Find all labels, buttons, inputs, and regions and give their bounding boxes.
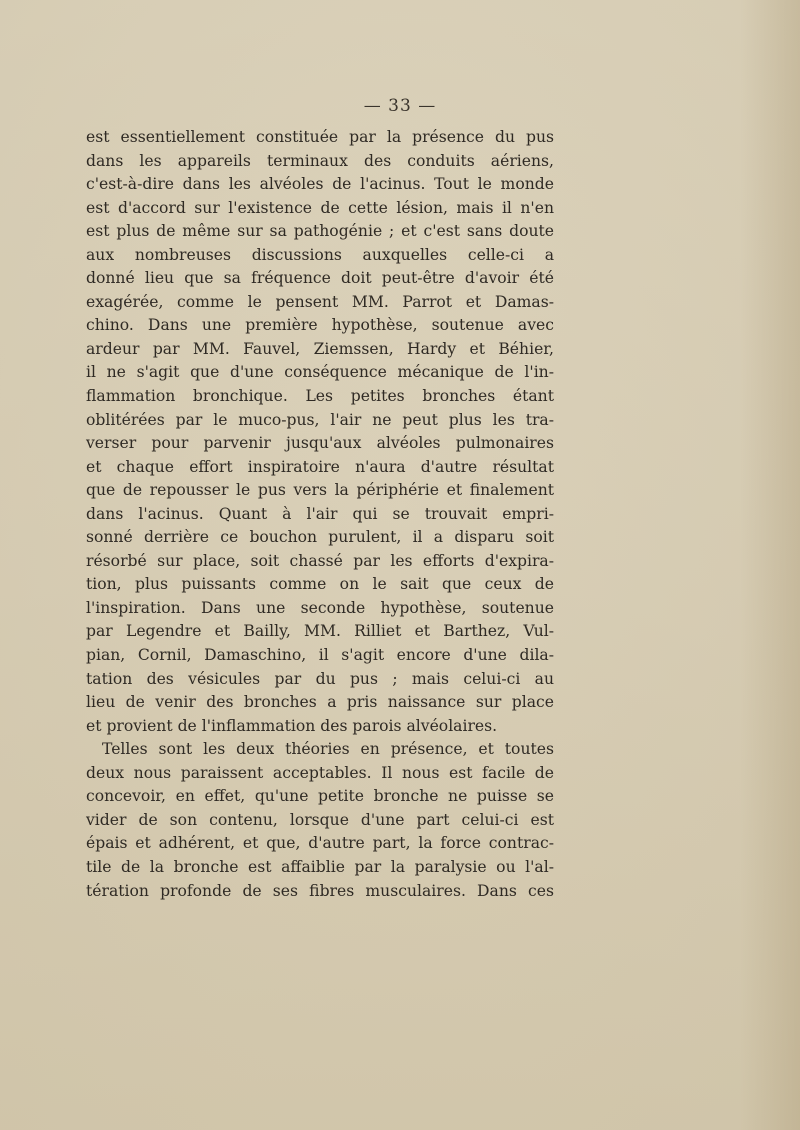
text-line: tération profonde de ses fibres musculaires. Dans ces xyxy=(86,881,554,900)
text-line: c'est-à-dire dans les alvéoles de l'acinus. Tout le monde xyxy=(86,175,554,194)
text-line: est essentiellement constituée par la présence du pus xyxy=(86,128,554,146)
text-line: l'inspiration. Dans une seconde hypothèse, soutenue xyxy=(86,598,554,617)
text-line: et provient de l'inflammation des parois alvéolaires. xyxy=(86,716,498,735)
text-line: aux nombreuses discussions auxquelles celle-ci a xyxy=(86,245,554,264)
text-line: concevoir, en effet, qu'une petite bronche ne puisse se xyxy=(86,787,554,806)
text-line: tation des vésicules par du pus ; mais celui-ci au xyxy=(86,669,554,688)
text-line: exagérée, comme le pensent MM. Parrot et Damas- xyxy=(86,292,554,311)
page-edge-shadow xyxy=(740,0,800,1130)
page-number: — 33 — xyxy=(363,96,437,116)
text-line: lieu de venir des bronches a pris naissance sur place xyxy=(86,693,554,712)
text-line: est plus de même sur sa pathogénie ; et c'est sans doute xyxy=(86,222,554,241)
text-line: tile de la bronche est affaiblie par la paralysie ou l'al- xyxy=(86,857,554,876)
text-line: flammation bronchique. Les petites bronches étant xyxy=(86,387,554,406)
text-line: verser pour parvenir jusqu'aux alvéoles pulmonaires xyxy=(86,434,554,453)
text-line: est d'accord sur l'existence de cette lésion, mais il n'en xyxy=(86,198,554,217)
text-line: chino. Dans une première hypothèse, soutenue avec xyxy=(86,316,554,335)
text-line: donné lieu que sa fréquence doit peut-être d'avoir été xyxy=(86,269,554,288)
text-line: épais et adhérent, et que, d'autre part, la force contrac- xyxy=(86,834,554,853)
text-line: tion, plus puissants comme on le sait que ceux de xyxy=(86,575,554,594)
text-line: il ne s'agit que d'une conséquence mécanique de l'in- xyxy=(86,363,554,382)
text-line: résorbé sur place, soit chassé par les efforts d'expira- xyxy=(86,551,554,570)
text-line: que de repousser le pus vers la périphérie et finalement xyxy=(86,481,554,500)
text-line: deux nous paraissent acceptables. Il nous est facile de xyxy=(86,763,554,782)
text-line: dans les appareils terminaux des conduits aériens, xyxy=(86,151,554,170)
text-line: oblitérées par le muco-pus, l'air ne peut plus les tra- xyxy=(86,410,554,429)
text-line: dans l'acinus. Quant à l'air qui se trouvait empri- xyxy=(86,504,554,523)
body-text xyxy=(86,126,554,903)
text-line: pian, Cornil, Damaschino, il s'agit encore d'une dila- xyxy=(86,646,554,665)
text-line: et chaque effort inspiratoire n'aura d'autre résultat xyxy=(86,457,554,476)
text-line: ardeur par MM. Fauvel, Ziemssen, Hardy et Béhier, xyxy=(86,339,554,358)
text-line: par Legendre et Bailly, MM. Rilliet et Barthez, Vul- xyxy=(86,622,554,641)
text-line: Telles sont les deux théories en présence, et toutes xyxy=(102,740,554,759)
text-line: sonné derrière ce bouchon purulent, il a disparu soit xyxy=(86,528,554,547)
text-line: vider de son contenu, lorsque d'une part celui-ci est xyxy=(86,810,554,829)
